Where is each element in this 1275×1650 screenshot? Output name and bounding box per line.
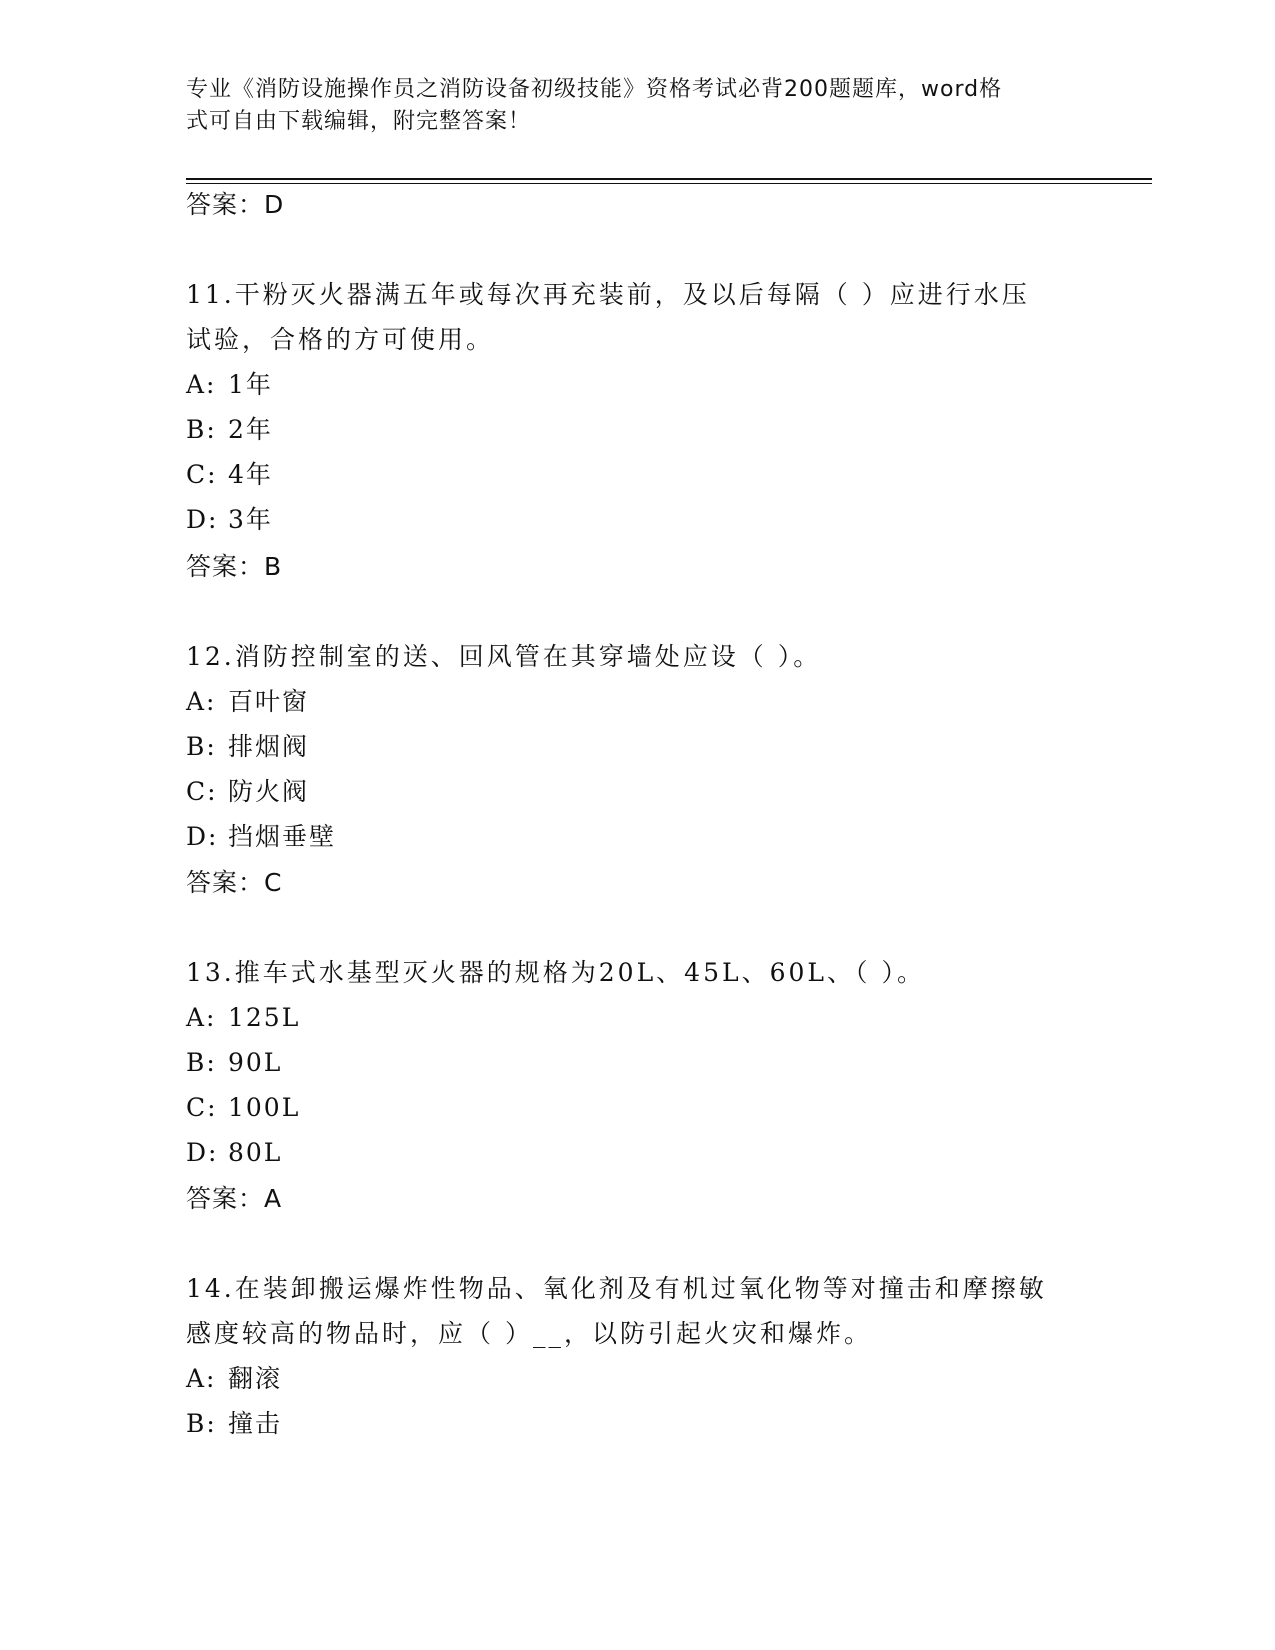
- question-11: [186, 272, 1086, 542]
- option-b: B: 排烟阀: [186, 732, 310, 761]
- option-a: A: 百叶窗: [186, 687, 310, 716]
- answer-line: 答案：B: [186, 552, 283, 581]
- option-a: A: 125L: [186, 1003, 301, 1032]
- answer-line: 答案：C: [186, 868, 283, 897]
- question-text-line-1: 11.干粉灭火器满五年或每次再充装前，及以后每隔（ ）应进行水压: [186, 280, 1030, 309]
- option-c: C: 4年: [186, 460, 273, 489]
- option-a: A: 翻滚: [186, 1364, 283, 1393]
- question-text-line-1: 13.推车式水基型灭火器的规格为20L、45L、60L、（ ）。: [186, 958, 925, 987]
- option-b: B: 2年: [186, 415, 273, 444]
- option-c: C: 防火阀: [186, 777, 310, 806]
- option-b: B: 撞击: [186, 1409, 283, 1438]
- question-text-line-1: 12.消防控制室的送、回风管在其穿墙处应设（ ）。: [186, 642, 822, 671]
- header-line-1: 专业《消防设施操作员之消防设备初级技能》资格考试必背200题题库，word格: [186, 77, 1003, 102]
- answer-line: 答案：A: [186, 1184, 283, 1213]
- question-13: [186, 950, 1086, 1175]
- question-12: [186, 634, 1086, 859]
- question-text-line-2: 试验，合格的方可使用。: [186, 325, 495, 354]
- option-c: C: 100L: [186, 1093, 301, 1122]
- header-divider-thick: [186, 178, 1152, 180]
- option-d: D: 3年: [186, 505, 273, 534]
- answer-line: 答案：D: [186, 190, 285, 219]
- option-d: D: 80L: [186, 1138, 283, 1167]
- question-text-line-2: 感度较高的物品时，应（ ）__，以防引起火灾和爆炸。: [186, 1319, 872, 1348]
- header-line-2: 式可自由下载编辑，附完整答案！: [186, 109, 532, 134]
- header-divider-thin: [186, 183, 1152, 184]
- option-a: A: 1年: [186, 370, 273, 399]
- document-header: [186, 74, 1066, 138]
- option-d: D: 挡烟垂壁: [186, 822, 337, 851]
- question-14: [186, 1266, 1086, 1446]
- option-b: B: 90L: [186, 1048, 283, 1077]
- question-text-line-1: 14.在装卸搬运爆炸性物品、氧化剂及有机过氧化物等对撞击和摩擦敏: [186, 1274, 1047, 1303]
